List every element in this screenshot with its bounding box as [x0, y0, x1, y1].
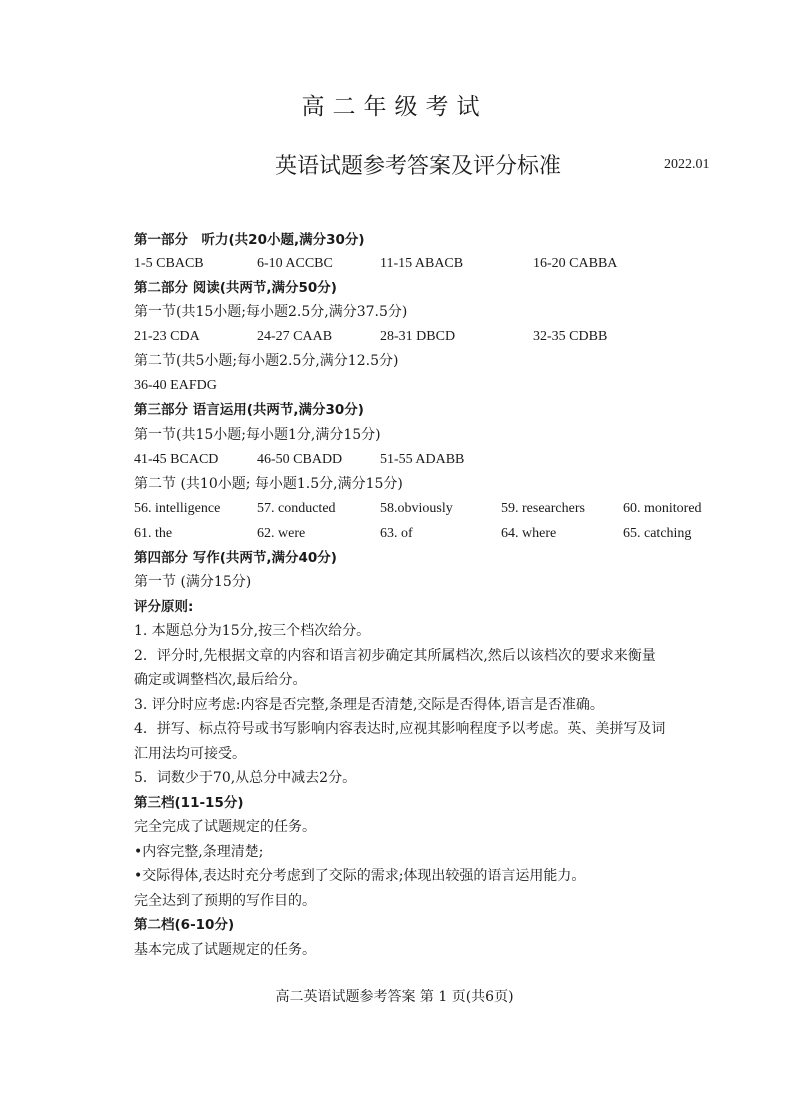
part2-answer-3: 28-31 DBCD: [380, 329, 456, 344]
part2-heading: 第二部分 阅读(共两节,满分50分): [134, 280, 337, 296]
part1-heading: 第一部分 听力(共20小题,满分30分): [134, 232, 365, 248]
part1-answer-3: 11-15 ABACB: [380, 256, 464, 271]
part2-answer-4: 32-35 CDBB: [533, 329, 608, 344]
scoring-rule-5: 5．词数少于70,从总分中减去2分。: [134, 770, 357, 786]
part2-section1-heading: 第一节(共15小题;每小题2.5分,满分37.5分): [134, 304, 408, 320]
tier3-line-2: •内容完整,条理清楚;: [134, 844, 264, 860]
fill-blank-57: 57. conducted: [257, 501, 336, 516]
part2-section2-heading: 第二节(共5小题;每小题2.5分,满分12.5分): [134, 353, 399, 369]
fill-blank-64: 64. where: [501, 526, 557, 541]
fill-blank-63: 63. of: [380, 526, 413, 541]
part4-heading: 第四部分 写作(共两节,满分40分): [134, 550, 337, 566]
page-footer: 高二英语试题参考答案 第 1 页(共6页): [275, 989, 514, 1005]
tier2-heading: 第二档(6-10分): [134, 917, 235, 933]
part3-section1-heading: 第一节(共15小题;每小题1分,满分15分): [134, 427, 381, 443]
tier2-line-1: 基本完成了试题规定的任务。: [134, 942, 316, 958]
part4-section1-heading: 第一节 (满分15分): [134, 574, 252, 590]
scoring-rule-3: 3. 评分时应考虑:内容是否完整,条理是否清楚,交际是否得体,语言是否准确。: [134, 697, 604, 713]
fill-blank-60: 60. monitored: [623, 501, 702, 516]
fill-blank-59: 59. researchers: [501, 501, 585, 516]
part2-answer-2: 24-27 CAAB: [257, 329, 333, 344]
tier3-heading: 第三档(11-15分): [134, 795, 244, 811]
scoring-principles-heading: 评分原则:: [134, 599, 194, 615]
part3-answer-3: 51-55 ADABB: [380, 452, 465, 467]
part1-answer-4: 16-20 CABBA: [533, 256, 618, 271]
scoring-rule-2a: 2．评分时,先根据文章的内容和语言初步确定其所属档次,然后以该档次的要求来衡量: [134, 648, 656, 664]
part1-answer-2: 6-10 ACCBC: [257, 256, 333, 271]
tier3-line-3: •交际得体,表达时充分考虑到了交际的需求;体现出较强的语言运用能力。: [134, 868, 586, 884]
part1-answer-1: 1-5 CBACB: [134, 256, 204, 271]
fill-blank-58: 58.obviously: [380, 501, 453, 516]
scoring-rule-4a: 4．拼写、标点符号或书写影响内容表达时,应视其影响程度予以考虑。英、美拼写及词: [134, 721, 666, 737]
fill-blank-61: 61. the: [134, 526, 173, 541]
fill-blank-62: 62. were: [257, 526, 306, 541]
part2-section2-answer: 36-40 EAFDG: [134, 378, 217, 393]
part3-answer-1: 41-45 BCACD: [134, 452, 219, 467]
scoring-rule-1: 1. 本题总分为15分,按三个档次给分。: [134, 623, 371, 639]
part3-heading: 第三部分 语言运用(共两节,满分30分): [134, 402, 364, 418]
part3-answer-2: 46-50 CBADD: [257, 452, 343, 467]
part3-section2-heading: 第二节 (共10小题; 每小题1.5分,满分15分): [134, 476, 403, 492]
scoring-rule-2b: 确定或调整档次,最后给分。: [134, 672, 307, 688]
fill-blank-56: 56. intelligence: [134, 501, 221, 516]
tier3-line-1: 完全完成了试题规定的任务。: [134, 819, 316, 835]
tier3-line-4: 完全达到了预期的写作目的。: [134, 893, 316, 909]
scoring-rule-4b: 汇用法均可接受。: [134, 746, 246, 762]
document-date: 2022.01: [664, 157, 710, 172]
fill-blank-65: 65. catching: [623, 526, 692, 541]
document-title: 高二年级考试: [301, 94, 488, 120]
part2-answer-1: 21-23 CDA: [134, 329, 200, 344]
document-subtitle: 英语试题参考答案及评分标准: [275, 154, 562, 179]
